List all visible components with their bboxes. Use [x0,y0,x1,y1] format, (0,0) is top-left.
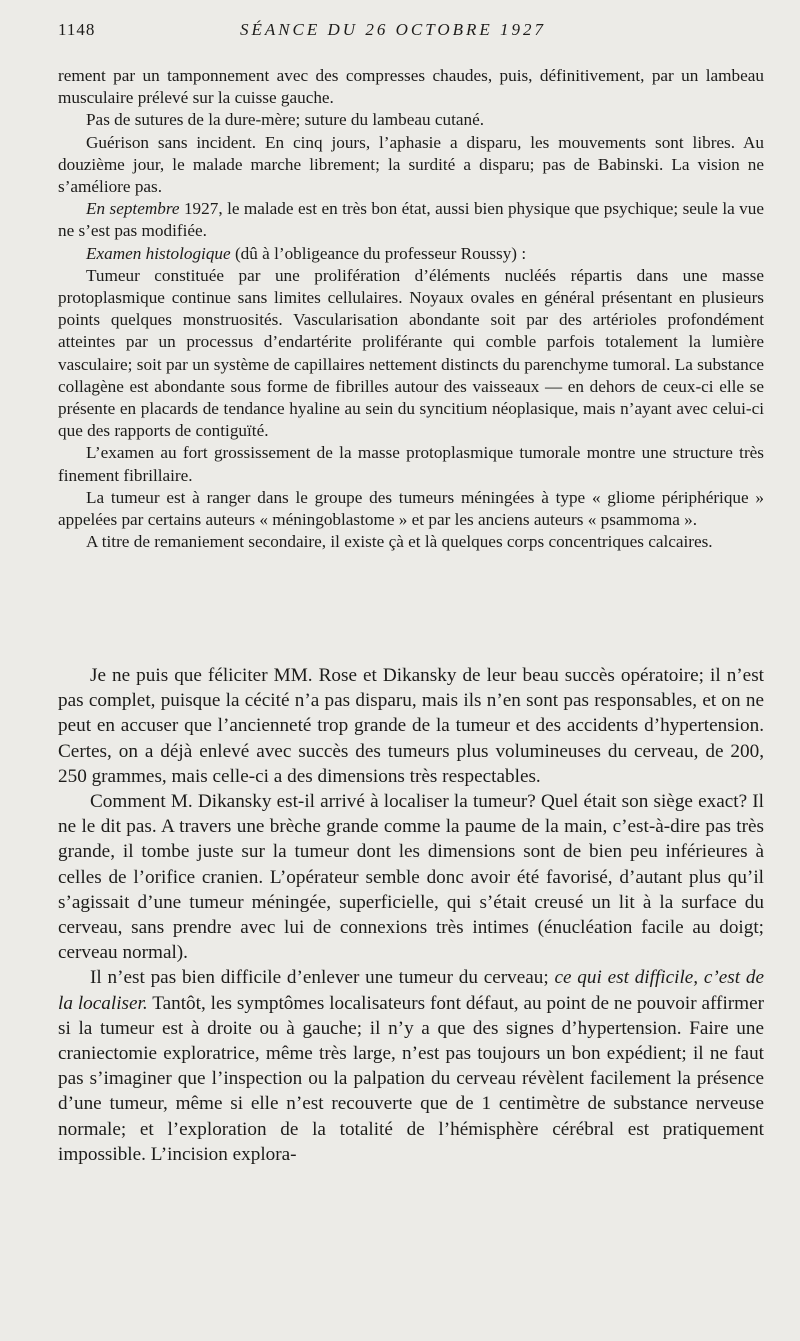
case-paragraph: rement par un tamponnement avec des compresses chaudes, puis, définitivement, par un lambeau musculaire prélevé sur la cuisse gauche. [58,66,764,108]
commentary-text: Tantôt, les symptômes localisateurs font défaut, au point de ne pouvoir affirmer si la tumeur est à droite ou à gauche; il n’y a que des signes d’hypertension. Faire une craniectomie exploratrice, même très large, n’est pas toujours un bon expédient; il ne faut pas s’imaginer que l’inspection ou la palpation du cerveau révèlent facilement la présence d’une tumeur, même si elle n’est recouverte que de 1 centimètre de substance nerveuse normale; et l’exploration de la totalité de l’hémisphère cérébral est pratiquement impossible. L’incision explora- [58,992,764,1165]
case-paragraph: La tumeur est à ranger dans le groupe des tumeurs méningées à type « gliome périphérique » appelées par certains auteurs « méningoblastome » et par les anciens auteurs « psammoma ». [58,487,764,530]
case-paragraph [58,198,764,242]
case-paragraph: Tumeur constituée par une prolifération d’éléments nucléés répartis dans une masse protoplasmique continue sans limites cellulaires. Noyaux ovales en général présentant en plusieurs points quelques monstruosités. Vascularisation abondante soit par des artérioles profondément atteintes par un processus d’endartérite proliférante qui comble parfois totalement la lumière vasculaire; soit par un système de capillaires nettement distincts du parenchyme tumoral. La substance collagène est abondante sous forme de fibrilles autour des vaisseaux — en dehors de ceux-ci elle se présente en placards de tendance hyaline au sein du syncitium néoplasique, mais n’ayant avec celui-ci que des rapports de contiguïté. [58,265,764,441]
commentary-text: Il n’est pas bien difficile d’enlever une tumeur du cerveau; [90,967,555,989]
case-paragraph: Guérison sans incident. En cinq jours, l’aphasie a disparu, les mouvements sont libres. Au douzième jour, le malade marche librement; la surdité a disparu; pas de Babinski. La vision ne s’améliore pas. [58,132,764,197]
running-header [58,20,768,44]
emphasis-text: Examen histologique [86,243,231,263]
commentary-paragraph: Je ne puis que féliciter MM. Rose et Dikansky de leur beau succès opératoire; il n’est pas complet, puisque la cécité n’a pas disparu, mais ils n’en sont pas responsables, et on ne peut en accuser que l’ancienneté trop grande de la tumeur et des accidents d’hypertension. Certes, on a déjà enlevé avec succès des tumeurs plus volumineuses du cerveau, de 200, 250 grammes, mais celle-ci a des dimensions très respectables. [58,665,764,787]
case-paragraph: Pas de sutures de la dure-mère; suture du lambeau cutané. [86,110,485,130]
emphasis-text: En septembre [86,199,180,219]
case-text: 1927, le malade est en très bon état, aussi bien physique que psychique; seule la vue ne s’est pas modifiée. [58,199,765,241]
commentary-section [58,663,764,1167]
case-paragraph [58,243,764,265]
commentary-paragraph: Comment M. Dikansky est-il arrivé à localiser la tumeur? Quel était son siège exact? Il ne le dit pas. A travers une brèche grande comme la paume de la main, c’est-à-dire pas très grande, il tombe juste sur la tumeur dont les dimensions sont de bien peu inférieures à celles de l’orifice cranien. L’opérateur semble donc avoir été favorisé, d’autant plus qu’il s’agissait d’une tumeur méningée, superficielle, qui s’était creusé un lit à la surface du cerveau, sans prendre avec lui de connexions très intimes (énucléation facile au doigt; cerveau normal). [58,791,764,964]
emphasis-text: ce qui est difficile, c’est de la localiser. [58,967,764,1014]
case-report-section [58,65,764,553]
page-number: 1148 [58,20,96,39]
case-paragraph: L’examen au fort grossissement de la masse protoplasmique tumorale montre une structure très finement fibrillaire. [58,443,764,485]
running-title: SÉANCE DU 26 OCTOBRE 1927 [239,20,547,39]
case-paragraph: A titre de remaniement secondaire, il existe çà et là quelques corps concentriques calcaires. [86,532,713,552]
case-text: (dû à l’obligeance du professeur Roussy) : [230,243,527,263]
commentary-paragraph [58,965,764,1167]
